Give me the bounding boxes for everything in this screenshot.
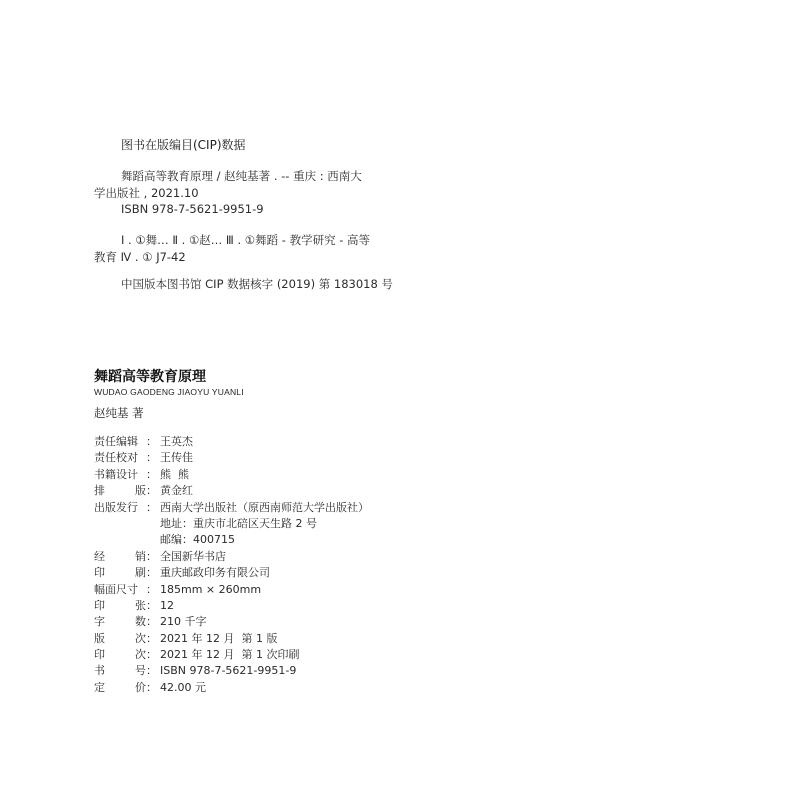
- credit-colon: ：: [146, 435, 157, 448]
- credit-value: ISBN 978-7-5621-9951-9: [160, 664, 297, 678]
- credit-label-char: 排: [94, 484, 105, 498]
- credit-label-char: 刷: [135, 566, 146, 580]
- credit-impression: [94, 647, 369, 663]
- credit-publisher: [94, 500, 369, 516]
- credit-label-char: 次: [135, 648, 146, 662]
- credit-label: [94, 614, 146, 630]
- credit-label: [94, 680, 146, 696]
- credit-colon: ：: [146, 566, 157, 580]
- book-title-pinyin: WUDAO GAODENG JIAOYU YUANLI: [94, 387, 244, 397]
- credit-colon: ：: [146, 484, 157, 498]
- credit-printer: [94, 565, 369, 581]
- cip-classification-line-2: 教育 Ⅳ . ① J7-42: [94, 250, 186, 264]
- cip-line-2: 学出版社 , 2021.10: [94, 186, 199, 200]
- cip-record-number: 中国版本图书馆 CIP 数据核字 (2019) 第 183018 号: [121, 277, 393, 291]
- credit-label: 责任编辑: [94, 435, 138, 448]
- book-title: 舞蹈高等教育原理: [94, 369, 206, 385]
- credit-wordcount: [94, 614, 369, 630]
- credit-label-char: 字: [94, 615, 105, 629]
- credit-label-char: 销: [135, 549, 146, 563]
- credit-sheets: [94, 598, 369, 614]
- credit-label-char: 版: [135, 484, 146, 498]
- cip-line-1: 舞蹈高等教育原理 / 赵纯基著 . -- 重庆 : 西南大: [121, 169, 362, 183]
- credit-colon: ：: [146, 549, 157, 563]
- credit-address: [94, 516, 369, 532]
- credit-label: [94, 647, 146, 663]
- credit-label: [94, 565, 146, 581]
- credit-label-char: 版: [94, 631, 105, 645]
- credit-value: 邮编：400715: [160, 533, 235, 547]
- credit-colon: ：: [146, 664, 157, 678]
- credit-postcode: [94, 532, 369, 548]
- credit-colon: ：: [146, 680, 157, 694]
- credit-label-char: 经: [94, 549, 105, 563]
- credit-label: [94, 549, 146, 565]
- credit-value: 重庆邮政印务有限公司: [160, 566, 270, 580]
- credit-format: [94, 582, 369, 598]
- credit-value: 185mm × 260mm: [160, 582, 262, 596]
- credit-colon: ：: [146, 598, 157, 612]
- credit-label: [94, 631, 146, 647]
- credit-value: 王传佳: [160, 451, 193, 465]
- credit-colon: ：: [146, 451, 157, 465]
- credit-label-char: 印: [94, 648, 105, 662]
- credit-value: 地址：重庆市北碚区天生路 2 号: [160, 516, 317, 530]
- credit-label-char: 印: [94, 566, 105, 580]
- credit-label-char: 号: [135, 664, 146, 678]
- credit-price: [94, 680, 369, 696]
- credit-colon: ：: [146, 582, 157, 596]
- credit-label-char: 印: [94, 598, 105, 612]
- credits-list: [94, 434, 369, 696]
- credit-label-char: 张: [135, 598, 146, 612]
- credit-colon: ：: [146, 467, 157, 481]
- credit-value: 42.00 元: [160, 680, 206, 694]
- credit-value: 黄金红: [160, 484, 193, 498]
- credit-colon: ：: [146, 648, 157, 662]
- credit-value: 熊 熊: [160, 467, 189, 481]
- credit-value: 12: [160, 598, 174, 612]
- credit-value: 210 千字: [160, 615, 207, 629]
- credit-value: 2021 年 12 月 第 1 次印刷: [160, 648, 300, 662]
- cip-isbn-line: ISBN 978-7-5621-9951-9: [121, 202, 264, 216]
- credit-label-char: 书: [94, 664, 105, 678]
- credit-typesetting: [94, 483, 369, 499]
- credit-label-char: 数: [135, 615, 146, 629]
- credit-edition: [94, 631, 369, 647]
- book-author: 赵纯基 著: [94, 406, 144, 420]
- credit-label: 书籍设计: [94, 467, 138, 481]
- credit-label-char: 次: [135, 631, 146, 645]
- credit-colon: ：: [146, 631, 157, 645]
- credit-label: 责任校对: [94, 451, 138, 465]
- credit-label-char: 价: [135, 680, 146, 694]
- credit-value: 2021 年 12 月 第 1 版: [160, 631, 278, 645]
- credit-label: [94, 663, 146, 679]
- credit-value: 全国新华书店: [160, 549, 226, 563]
- credit-value: 西南大学出版社（原西南师范大学出版社）: [160, 500, 369, 514]
- cip-classification-line: Ⅰ . ①舞… Ⅱ . ①赵… Ⅲ . ①舞蹈 - 教学研究 - 高等: [121, 233, 371, 247]
- credit-label: [94, 483, 146, 499]
- credit-label-char: 定: [94, 680, 105, 694]
- credit-distributor: [94, 549, 369, 565]
- credit-label: 幅面尺寸: [94, 582, 138, 596]
- credit-colon: ：: [146, 615, 157, 629]
- credit-isbn: [94, 663, 369, 679]
- credit-designer: [94, 467, 369, 483]
- credit-editor: [94, 434, 369, 450]
- credit-label: [94, 598, 146, 614]
- credit-value: 王英杰: [160, 435, 193, 448]
- credit-proofreader: [94, 450, 369, 466]
- credit-label: 出版发行: [94, 500, 138, 514]
- credit-colon: ：: [146, 500, 157, 514]
- cip-heading: 图书在版编目(CIP)数据: [121, 138, 246, 152]
